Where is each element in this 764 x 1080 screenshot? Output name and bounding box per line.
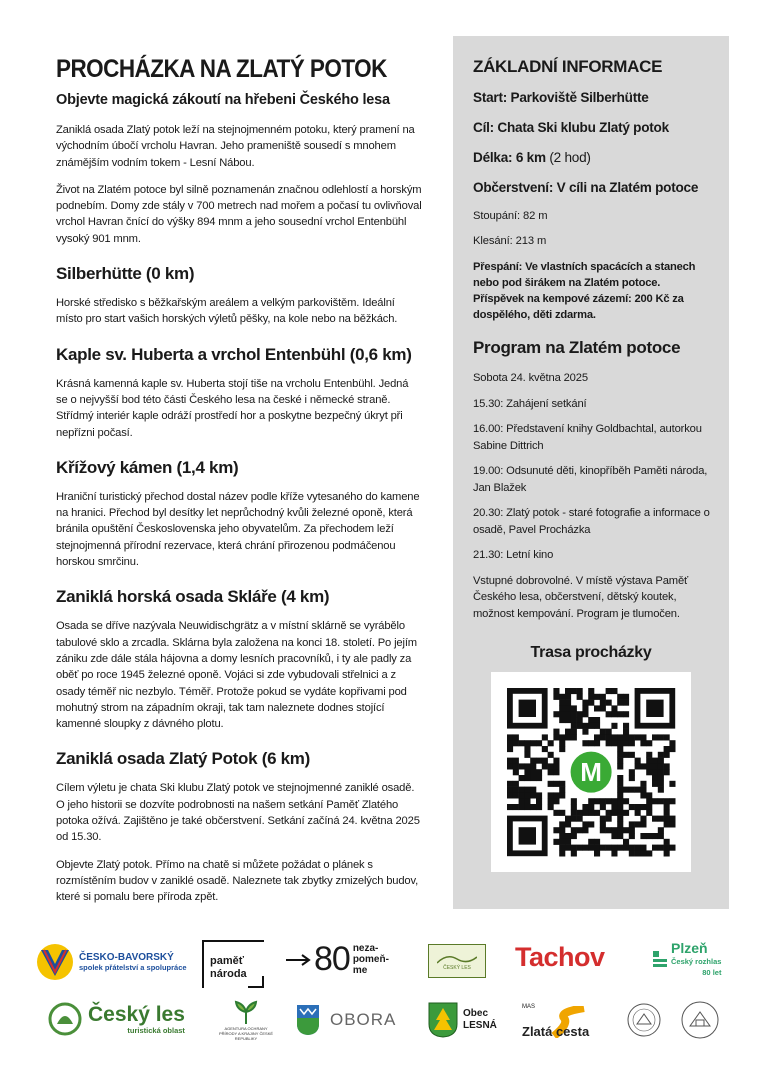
section-heading-sklare: Zaniklá horská osada Skláře (4 km)	[56, 587, 330, 607]
neza-line1: neza-	[352, 943, 379, 954]
program-note: Vstupné dobrovolné. V místě výstava Paměť Českého lesa, občerstvení, dětský koutek, možnost kempování. Program je tlumočen.	[473, 574, 689, 620]
program-item: 19.00: Odsunuté děti, kinopříběh Paměti národa, Jan Blažek	[473, 465, 708, 494]
logo-zlata-cesta	[522, 1004, 602, 1040]
logo-seal-2	[680, 1000, 720, 1040]
section-heading-krizovy-kamen: Křížový kámen (1,4 km)	[56, 457, 239, 477]
neza-line2: pomeň-	[352, 954, 389, 965]
landscape-icon	[437, 951, 477, 965]
section-heading-zlaty-potok: Zaniklá osada Zlatý Potok (6 km)	[56, 749, 310, 769]
cesko-bavorsky-icon	[35, 942, 75, 982]
logo-plzen	[652, 940, 721, 978]
cesky-les-small-text: ČESKÝ LES	[443, 965, 471, 971]
info-delka-label: Délka: 6 km	[473, 150, 546, 165]
intro-paragraph: Život na Zlatém potoce byl silně poznamenán značnou odlehlostí a horským podnebím. Domy zde stály v 700 metrech nad mořem a počasí tu ovlivňoval vrchol Havran čnící do výšky 894 mnm a jeho sousední vrchol Entenbühl vysoký 901 mnm.	[56, 183, 422, 245]
obec-line1: Obec	[463, 1008, 489, 1019]
plzen-sub1: Český rozhlas	[671, 957, 722, 966]
logo-obora	[296, 1004, 396, 1036]
zlata-cesta-text: Zlatá cesta	[522, 1024, 590, 1039]
logo-tachov	[515, 942, 605, 973]
obora-shield-icon	[296, 1004, 320, 1036]
info-delka-time: (2 hod)	[549, 150, 591, 165]
route-qr-code[interactable]	[491, 672, 691, 872]
intro-paragraph: Zaniklá osada Zlatý potok leží na stejnojmenném potoku, který pramení na východním úbočí vrcholu Havran. Jeho prameniště sousedí s mnohem známějším vodním tokem - Lesní Nábou.	[56, 124, 415, 169]
seal-icon	[626, 1002, 662, 1038]
route-heading: Trasa procházky	[530, 644, 652, 661]
program-item: 15.30: Zahájení setkání	[473, 397, 587, 410]
logo-seal-1	[626, 1002, 662, 1038]
section-text-kaple: Krásná kamenná kaple sv. Huberta stojí tiše na vrcholu Entenbühl. Jedná se o nejvyšší bod této části Českého lesa na české i německé straně. Střídmý interiér kaple odráží prostředí hor a poskytne bezpečný úkryt při nepřízni počasí.	[56, 377, 409, 439]
aopk-text: AGENTURA OCHRANY PŘÍRODY A KRAJINY ČESKÉ REPUBLIKY	[218, 1026, 274, 1041]
logo-cesky-les-emblem	[428, 944, 486, 978]
logo-obec-lesna	[428, 1002, 497, 1038]
logo-aopk	[215, 1000, 277, 1041]
program-item: 16.00: Představení knihy Goldbachtal, autorkou Sabine Dittrich	[473, 423, 702, 452]
lesna-shield-icon	[428, 1002, 458, 1038]
section-text-sklare: Osada se dříve nazývala Neuwidischgrätz a v místní sklárně se vyrábělo tabulové sklo a zrcadla. Sklárna byla založena na konci 18. století. Po jejím zániku zde dále stála hájovna a domy lesních pracovníků, i ty ale padly za oběť po roce 1945 železné oponě. Vojáci si zde vybudovali střelnici a z osady téměř nic nezbylo. Téměř. Protože pokud se vydáte kopřivami pod mohutný strom na západním okraji, tak tam naleznete dodnes stojící kamenné sloupky z dávného plotu.	[56, 620, 417, 731]
nezapomenme-number: 80	[314, 940, 350, 978]
rozhlas-icon	[652, 950, 668, 968]
logo-cesky-les	[48, 1002, 185, 1036]
neza-line3: me	[352, 965, 368, 976]
partner-logos	[30, 930, 740, 1070]
plzen-text: Plzeň	[671, 940, 708, 956]
plzen-sub2: 80 let	[702, 968, 722, 977]
program-item: 20.30: Zlatý potok - staré fotografie a informace o osadě, Pavel Procházka	[473, 507, 710, 536]
logo-pamet-naroda	[202, 940, 264, 988]
section-heading-kaple: Kaple sv. Huberta a vrchol Entenbühl (0,6 km)	[56, 344, 412, 364]
info-obcerstveni: Občerstvení: V cíli na Zlatém potoce	[473, 180, 699, 195]
mas-text: MAS	[522, 1004, 536, 1010]
program-item: Sobota 24. května 2025	[473, 372, 588, 384]
ceskyles-emblem-icon	[48, 1002, 82, 1036]
section-text-zlaty-potok: Cílem výletu je chata Ski klubu Zlatý potok ve stejnojmenné zaniklé osadě. O jeho historii se dozvíte podrobnosti na našem setkání Paměť Zlatého potoka ožívá. Zajištěno je také občerstvení. Setkání začíná 24. května 2025 od 15.30.	[56, 782, 420, 844]
page-title: PROCHÁZKA NA ZLATÝ POTOK	[56, 55, 387, 83]
info-cil: Cíl: Chata Ski klubu Zlatý potok	[473, 120, 669, 135]
ceskyles-text: Český les	[88, 1002, 185, 1026]
obora-text: OBORA	[330, 1010, 397, 1029]
qr-code-icon	[491, 672, 691, 872]
obec-line2: LESNÁ	[463, 1020, 497, 1031]
arrow-right-icon	[286, 953, 312, 967]
section-text-zlaty-potok-2: Objevte Zlatý potok. Přímo na chatě si můžete požádat o plánek s rozmístěním budov v zaniklé osadě. Naleznete tak zbytky zmizelých budov, které si pomalu bere příroda zpět.	[56, 858, 419, 904]
program-item: 21.30: Letní kino	[473, 549, 554, 561]
page-subtitle: Objevte magická zákoutí na hřebeni Českého lesa	[56, 92, 390, 108]
pamet-line2: národa	[210, 968, 247, 980]
section-text-silberhutte: Horské středisko s běžkařským areálem a velkým parkovištěm. Ideální místo pro start vašich horských výletů pěšky, na kole nebo na běžkách.	[56, 297, 398, 326]
info-panel	[453, 36, 729, 909]
cesko-bavorsky-sub: spolek přátelství a spolupráce	[79, 963, 187, 972]
info-stoupani: Stoupání: 82 m	[473, 210, 548, 222]
logo-cesko-bavorsky	[35, 942, 187, 982]
tachov-text: Tachov	[515, 942, 605, 972]
ceskyles-sub: turistická oblast	[127, 1025, 185, 1035]
ski-club-seal-icon	[680, 1000, 720, 1040]
info-start: Start: Parkoviště Silberhütte	[473, 90, 649, 105]
leaf-icon	[231, 1000, 261, 1026]
info-klesani: Klesání: 213 m	[473, 235, 547, 247]
pamet-line1: paměť	[210, 955, 245, 967]
info-delka	[473, 149, 713, 167]
program-heading: Program na Zlatém potoce	[473, 338, 681, 357]
logo-nezapomenme	[286, 940, 389, 979]
qr-badge-letter: M	[580, 757, 602, 788]
section-heading-silberhutte: Silberhütte (0 km)	[56, 264, 195, 284]
left-column	[56, 52, 422, 917]
info-prespani: Přespání: Ve vlastních spacácích a stanech nebo pod širákem na Zlatém potoce. Příspěvek na kempové zázemí: 200 Kč za dospělého, děti zdarma.	[473, 261, 696, 321]
cesko-bavorsky-name: ČESKO-BAVORSKÝ	[79, 952, 174, 963]
section-text-krizovy-kamen: Hraniční turistický přechod dostal název podle kříže vytesaného do kamene na hranici. Přechod byl desítky let neprůchodný kvůli železné oponě, která bránila opuštění Československa jeho obyvatelům. Za přechodem leží stejnojmenná přírodní rezervace, která chrání přirozenou podmáčenou horskou smrčinu.	[56, 490, 420, 569]
info-heading: ZÁKLADNÍ INFORMACE	[473, 57, 663, 76]
